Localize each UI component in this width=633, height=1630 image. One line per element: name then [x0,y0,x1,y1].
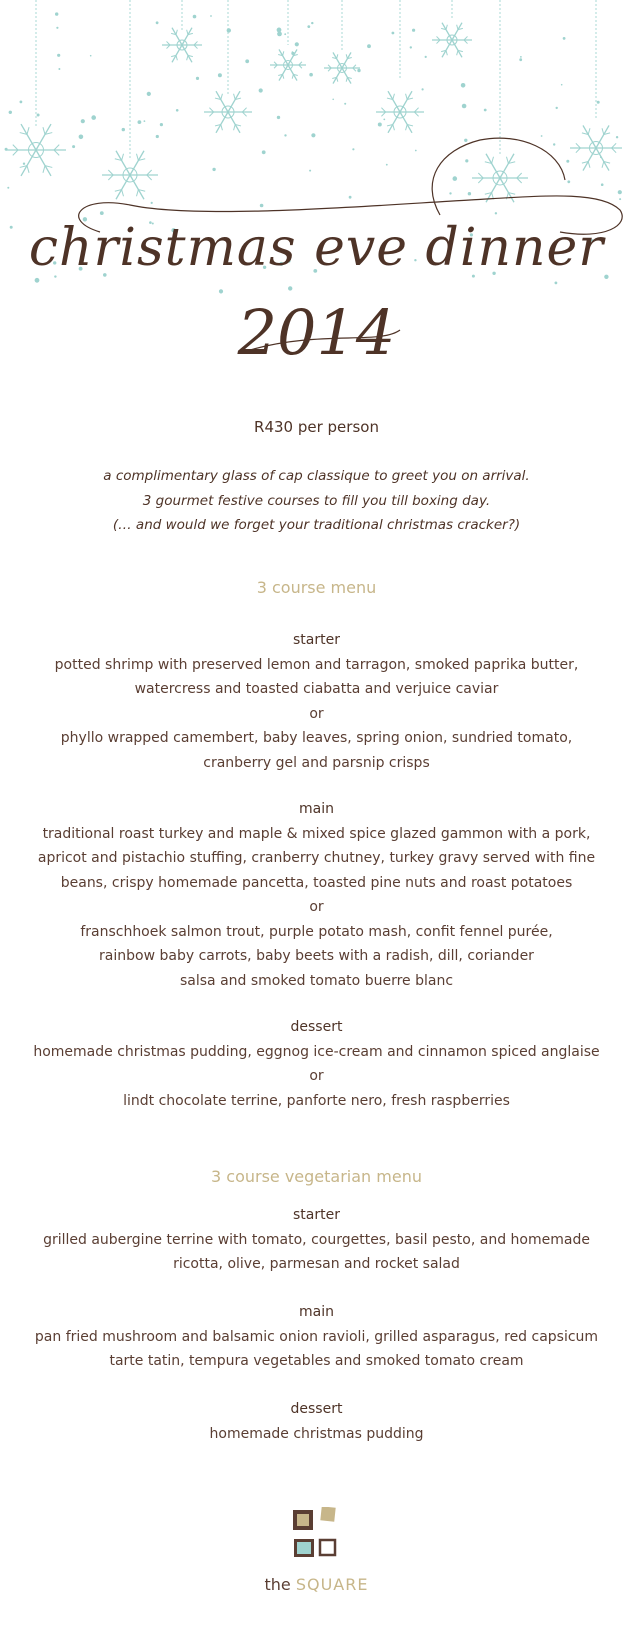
dish-line: ricotta, olive, parmesan and rocket salad [173,1256,460,1272]
intro-line: 3 gourmet festive courses to fill you till boxing day. [142,492,491,509]
dish-line: pan fried mushroom and balsamic onion ravioli, grilled asparagus, red capsicum [34,1328,599,1345]
dish-line: rainbow baby carrots, baby beets with a radish, dill, coriander [99,948,534,964]
menu-heading: 3 course menu [256,578,377,597]
price-text: R430 per person [254,418,379,436]
dish-line: watercress and toasted ciabatta and verjuice caviar [134,681,499,697]
intro-line: (… and would we forget your traditional christmas cracker?) [112,517,521,533]
dish-line: phyllo wrapped camembert, baby leaves, spring onion, sundried tomato, [60,730,573,746]
dish-line: beans, crispy homemade pancetta, toasted pine nuts and roast potatoes [60,874,573,891]
intro-text [0,464,633,538]
brand-name [0,1575,633,1594]
brand-square: SQUARE [295,1575,369,1594]
dish-line: traditional roast turkey and maple & mixed spice glazed gammon with a pork, [42,825,591,842]
dish-line: homemade christmas pudding, eggnog ice-cream and cinnamon spiced anglaise [33,1043,600,1060]
veg-dessert-section [0,1397,633,1446]
veg-starter-section [0,1203,633,1277]
the-square-logo-icon [291,1507,343,1565]
course-label-starter: starter [293,1207,340,1223]
menu-main-section [0,797,633,993]
veg-main-section [0,1300,633,1374]
or-separator: or [309,899,324,915]
dish-line: lindt chocolate terrine, panforte nero, fresh raspberries [123,1092,510,1109]
course-label-dessert: dessert [290,1019,343,1035]
course-label-dessert: dessert [290,1401,343,1417]
dish-line: franschhoek salmon trout, purple potato mash, confit fennel purée, [80,923,553,940]
brand-prefix: the [264,1575,296,1594]
menu-starter-section [0,628,633,775]
course-label-starter: starter [293,632,340,648]
course-label-main: main [299,801,334,817]
dish-line: cranberry gel and parsnip crisps [203,754,430,771]
title-year: 2014 [237,296,396,369]
dish-line: homemade christmas pudding [209,1425,424,1442]
or-separator: or [309,1068,324,1084]
intro-line: a complimentary glass of cap classique to greet you on arrival. [103,468,530,484]
dish-line: grilled aubergine terrine with tomato, courgettes, basil pesto, and homemade [43,1231,590,1248]
dish-line: salsa and smoked tomato buerre blanc [179,972,454,989]
course-label-main: main [299,1304,334,1320]
dish-line: potted shrimp with preserved lemon and tarragon, smoked paprika butter, [54,656,579,673]
dish-line: apricot and pistachio stuffing, cranberry chutney, turkey gravy served with fine [37,850,596,866]
dish-line: tarte tatin, tempura vegetables and smoked tomato cream [109,1353,524,1369]
menu-dessert-section [0,1015,633,1113]
title-christmas-eve-dinner: christmas eve dinner [28,218,605,278]
or-separator: or [309,705,324,722]
veg-menu-heading: 3 course vegetarian menu [211,1167,422,1186]
